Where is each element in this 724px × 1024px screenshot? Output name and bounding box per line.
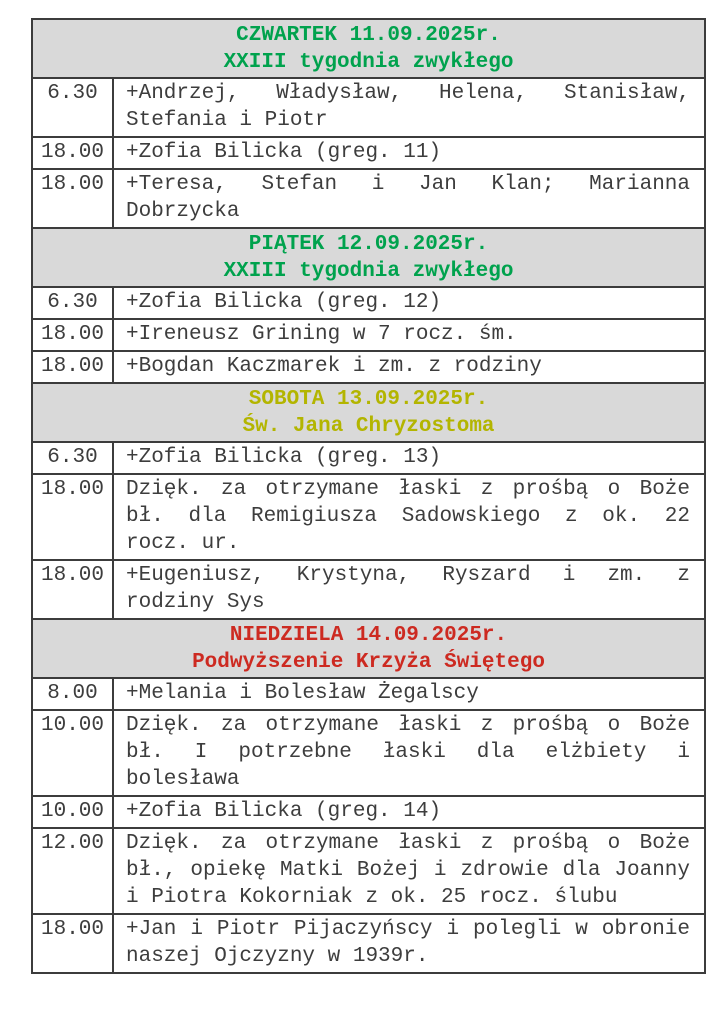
mass-intention: Dzięk. za otrzymane łaski z prośbą o Boże bł., opiekę Matki Bożej i zdrowie dla Joanny i Piotra Kokorniak z ok. 25 rocz. ślubu: [113, 828, 705, 914]
schedule-table-body: [32, 19, 705, 973]
mass-time: 18.00: [32, 351, 113, 383]
mass-intentions-table: [31, 18, 706, 974]
mass-intention: +Jan i Piotr Pijaczyńscy i polegli w obronie naszej Ojczyzny w 1939r.: [113, 914, 705, 973]
mass-entry-row: [32, 442, 705, 474]
day-title: NIEDZIELA 14.09.2025r.: [229, 624, 508, 647]
mass-time: 10.00: [32, 710, 113, 796]
day-title: CZWARTEK 11.09.2025r.: [236, 24, 501, 47]
mass-time: 18.00: [32, 914, 113, 973]
day-header-row-sobota: [32, 383, 705, 442]
mass-intention: +Zofia Bilicka (greg. 12): [113, 287, 705, 319]
mass-time: 18.00: [32, 319, 113, 351]
mass-entry-row: [32, 137, 705, 169]
day-title: SOBOTA 13.09.2025r.: [248, 388, 489, 411]
mass-intention: +Melania i Bolesław Żegalscy: [113, 678, 705, 710]
mass-time: 18.00: [32, 560, 113, 619]
mass-entry-row: [32, 287, 705, 319]
mass-time: 10.00: [32, 796, 113, 828]
mass-time: 6.30: [32, 287, 113, 319]
mass-intention: Dzięk. za otrzymane łaski z prośbą o Boże bł. dla Remigiusza Sadowskiego z ok. 22 rocz. ur.: [113, 474, 705, 560]
mass-time: 18.00: [32, 137, 113, 169]
mass-intention: +Andrzej, Władysław, Helena, Stanisław, Stefania i Piotr: [113, 78, 705, 137]
mass-time: 18.00: [32, 169, 113, 228]
mass-entry-row: [32, 78, 705, 137]
mass-entry-row: [32, 474, 705, 560]
day-header-czwartek: [32, 19, 705, 78]
day-header-row-niedziela: [32, 619, 705, 678]
day-header-piatek: [32, 228, 705, 287]
mass-time: 12.00: [32, 828, 113, 914]
mass-entry-row: [32, 914, 705, 973]
mass-intention: +Bogdan Kaczmarek i zm. z rodziny: [113, 351, 705, 383]
day-feast: Podwyższenie Krzyża Świętego: [192, 651, 545, 674]
day-header-row-piatek: [32, 228, 705, 287]
day-feast: XXIII tygodnia zwykłego: [223, 260, 514, 283]
mass-time: 6.30: [32, 442, 113, 474]
mass-intention: +Zofia Bilicka (greg. 11): [113, 137, 705, 169]
mass-entry-row: [32, 796, 705, 828]
day-title: PIĄTEK 12.09.2025r.: [248, 233, 489, 256]
mass-entry-row: [32, 678, 705, 710]
day-header-niedziela: [32, 619, 705, 678]
mass-intention: Dzięk. za otrzymane łaski z prośbą o Boże bł. I potrzebne łaski dla elżbiety i bolesława: [113, 710, 705, 796]
mass-time: 6.30: [32, 78, 113, 137]
day-header-sobota: [32, 383, 705, 442]
mass-time: 18.00: [32, 474, 113, 560]
mass-entry-row: [32, 828, 705, 914]
day-feast: Św. Jana Chryzostoma: [242, 415, 495, 438]
mass-entry-row: [32, 169, 705, 228]
day-feast: XXIII tygodnia zwykłego: [223, 51, 514, 74]
mass-entry-row: [32, 710, 705, 796]
mass-intention: +Eugeniusz, Krystyna, Ryszard i zm. z rodziny Sys: [113, 560, 705, 619]
mass-intention: +Zofia Bilicka (greg. 13): [113, 442, 705, 474]
mass-entry-row: [32, 319, 705, 351]
day-header-row-czwartek: [32, 19, 705, 78]
mass-entry-row: [32, 560, 705, 619]
mass-intention: +Zofia Bilicka (greg. 14): [113, 796, 705, 828]
mass-entry-row: [32, 351, 705, 383]
mass-intention: +Ireneusz Grining w 7 rocz. śm.: [113, 319, 705, 351]
mass-intention: +Teresa, Stefan i Jan Klan; Marianna Dobrzycka: [113, 169, 705, 228]
mass-time: 8.00: [32, 678, 113, 710]
